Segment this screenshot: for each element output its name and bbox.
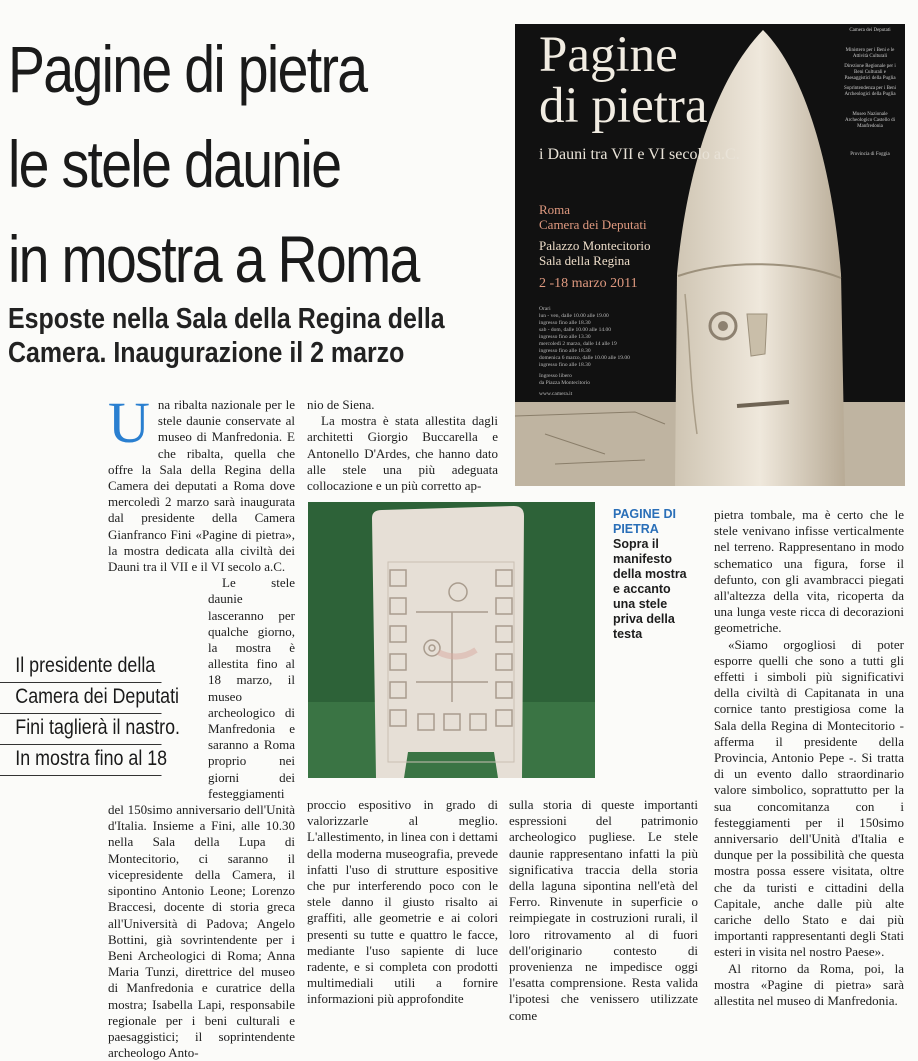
article-column-3-bottom <box>509 797 698 1023</box>
poster-palace: Palazzo Montecitorio <box>539 238 651 253</box>
sponsor-logo: Camera dei Deputati <box>849 28 891 33</box>
article-paragraph: La mostra è stata allestita dagli architetti Giorgio Buccarella e Antonello D'Ardes, che hanno dato alle stele una più adeguata collocazione e un più corretto ap- <box>307 413 498 494</box>
article-paragraph: Al ritorno da Roma, poi, la mostra «Pagine di pietra» sarà allestita nel museo di Manfredonia. <box>714 960 904 1009</box>
caption-line: e accanto <box>613 582 671 596</box>
pull-quote-line: In mostra fino al 18 <box>0 745 162 776</box>
article-paragraph: na ribalta nazionale per le stele daunie conservate al museo di Manfredonia. E che ribalta, quella che offre la Sala della Regina della Camera dei deputati a Roma dove mercoledì 2 marzo sarà inaugurata dal presidente della Camera Gianfranco Fini «Pagine di pietra», la mostra dedicata alla civiltà dei Dauni tra il VII e il VI secolo a.C. <box>108 397 295 575</box>
poster-small-line: ingresso fino alle 18.30 <box>539 320 591 326</box>
pull-quote-line: Fini taglierà il nastro. <box>0 714 162 745</box>
poster-subtitle: i Dauni tra VII e VI secolo a.C. <box>539 146 740 163</box>
poster-small-line: mercoledì 2 marzo, dalle 14 alle 19 <box>539 341 617 347</box>
poster-small-line: ingresso fino alle 18.30 <box>539 348 591 354</box>
poster-title-line: di pietra <box>539 78 708 134</box>
poster-small-line: sab - dom, dalle 10.00 alle 14.00 <box>539 327 611 333</box>
poster-venue: Camera dei Deputati <box>539 217 647 232</box>
article-column-1 <box>108 390 295 1061</box>
exhibition-poster <box>515 24 905 486</box>
headline-line: in mostra a Roma <box>8 222 419 296</box>
poster-sponsor-logos <box>841 28 899 158</box>
caption-line: priva della <box>613 612 675 626</box>
pull-quote-line: Il presidente della <box>0 652 162 683</box>
subheadline <box>8 302 490 370</box>
poster-small-line: Ingresso libero <box>539 373 572 379</box>
sponsor-logo: Ministero per i Beni e le Attività Culturali <box>845 48 895 59</box>
poster-small-line: lun - ven, dalle 10.00 alle 19.00 <box>539 313 609 319</box>
pull-quote-line: Camera dei Deputati <box>0 683 162 714</box>
poster-city: Roma <box>539 202 571 217</box>
sponsor-logo: Direzione Regionale per i Beni Culturali e Paesaggistici della Puglia <box>844 64 896 81</box>
sponsor-logo: Provincia di Foggia <box>850 152 890 157</box>
poster-venue-info <box>539 202 651 291</box>
subheadline-line: Esposte nella Sala della Regina della <box>8 303 445 335</box>
poster-opening-hours <box>539 306 669 398</box>
poster-small-line: www.camera.it <box>539 391 573 397</box>
article-paragraph: sulla storia di queste importanti espressioni del patrimonio archeologico pugliese. Le stele daunie rappresentano infatti la più significativa traccia della storia della laguna sipontina nell'età del Ferro. Rinvenute in superficie o reimpiegate in costruzioni rurali, il loro ritrovamento al di fuori dell'originario contesto di provenienza ne impedisce oggi l'esatta comprensione. Resta valida l'ipotesi che venissero utilizzate come <box>509 797 698 1023</box>
poster-small-line: ingresso fino alle 13.30 <box>539 334 591 340</box>
article-paragraph: «Siamo orgogliosi di poter esporre quelli che sono a tutti gli effetti i simboli più significativi della civiltà di Capitanata in una cornice tanto prestigiosa come la Sala della Regina di Montecitorio - afferma il presidente della Provincia, Antonio Pepe -. Si tratta di un evento dallo straordinario valore simbolico, soprattutto per la sua concomitanza con i festeggiamenti per il 150simo anniversario dell'Unità d'Italia e dunque per la possibilità che questa mostra possa essere visitata, oltre che da turisti e cittadini della Capitale, anche dalle più alte cariche dello Stato e dai più importanti rappresentanti degli Stati esteri in visita nel nostro Paese». <box>714 636 904 960</box>
poster-title <box>539 27 708 134</box>
headline <box>8 22 432 307</box>
caption-title-line: PAGINE DI <box>613 507 676 521</box>
poster-hall: Sala della Regina <box>539 253 630 268</box>
article-column-2-bottom <box>307 797 498 1007</box>
caption-title-line: PIETRA <box>613 522 659 536</box>
caption-line: Sopra il <box>613 537 659 551</box>
article-paragraph: nio de Siena. <box>307 397 375 412</box>
article-paragraph: proccio espositivo in grado di valorizzarle al meglio. L'allestimento, in linea con i dettami della moderna museografia, prevede infatti l'uso di strutture espositive che pur interferendo poco con le stele danno il giusto risalto ai graffiti, alle geometrie e ai colori presenti su tutte e quattro le facce, mediante l'uso sapiente di luce radente, e si completa con prodotti multimediali utili a fornire informazioni più approfondite <box>307 797 498 1007</box>
caption-line: manifesto <box>613 552 673 566</box>
headline-line: Pagine di pietra <box>8 32 367 106</box>
article-column-2-top <box>307 397 498 497</box>
headline-line: le stele daunie <box>8 127 341 201</box>
stele-photo <box>308 502 595 778</box>
drop-cap: U <box>108 390 150 455</box>
poster-small-line: ingresso fino alle 18.30 <box>539 362 591 368</box>
article-column-4 <box>714 507 904 1009</box>
subheadline-line: Camera. Inaugurazione il 2 marzo <box>8 337 405 369</box>
pull-quote-wrap-space <box>108 635 208 801</box>
headless-stele-image <box>308 502 595 778</box>
article-paragraph: pietra tombale, ma è certo che le stele venivano infisse verticalmente nel terreno. Rappresentano in modo schematico una figura, forse il defunto, con gli avambracci piegati all'altezza della vita, ricoperta da una lunga veste ricca di decorazioni geometriche. <box>714 507 904 636</box>
poster-small-line: da Piazza Montecitorio <box>539 380 591 386</box>
poster-small-line: Orari <box>539 306 551 312</box>
caption-line: una stele <box>613 597 668 611</box>
sponsor-logo: Museo Nazionale Archeologico Castello di Manfredonia <box>845 112 895 129</box>
poster-dates: 2 -18 marzo 2011 <box>539 276 638 291</box>
caption-line: della mostra <box>613 567 687 581</box>
caption-line: testa <box>613 627 643 641</box>
poster-title-line: Pagine <box>539 27 678 83</box>
article-paragraph: Le stele daunie lasceranno per qualche giorno, la mostra è allestita fino al 18 marzo, il museo archeologico di Manfredonia e saranno a Roma proprio nei giorni dei festeggiamenti del 150simo anniversario dell'Unità d'Italia. Insieme a Fini, alle 10.30 nella Sala della Lupa di Montecitorio, ci saranno il vicepresidente della Camera, il sipontino Antonio Leone; Lorenzo Braccesi, docente di storia greca all'Università di Padova; Angelo Bottini, già sovrintendente per i Beni Archeologici di Roma; Anna Maria Tunzi, direttrice del museo di Manfredonia e curatrice della mostra; Isabella Lapi, responsabile regionale per i beni culturali e paesaggistici; il soprintendente archeologo Anto- <box>108 575 295 1061</box>
photo-caption <box>613 507 709 642</box>
poster-small-line: domenica 6 marzo, dalle 10.00 alle 19.00 <box>539 355 630 361</box>
sponsor-logo: Soprintendenza per i Beni Archeologici della Puglia <box>843 86 897 97</box>
